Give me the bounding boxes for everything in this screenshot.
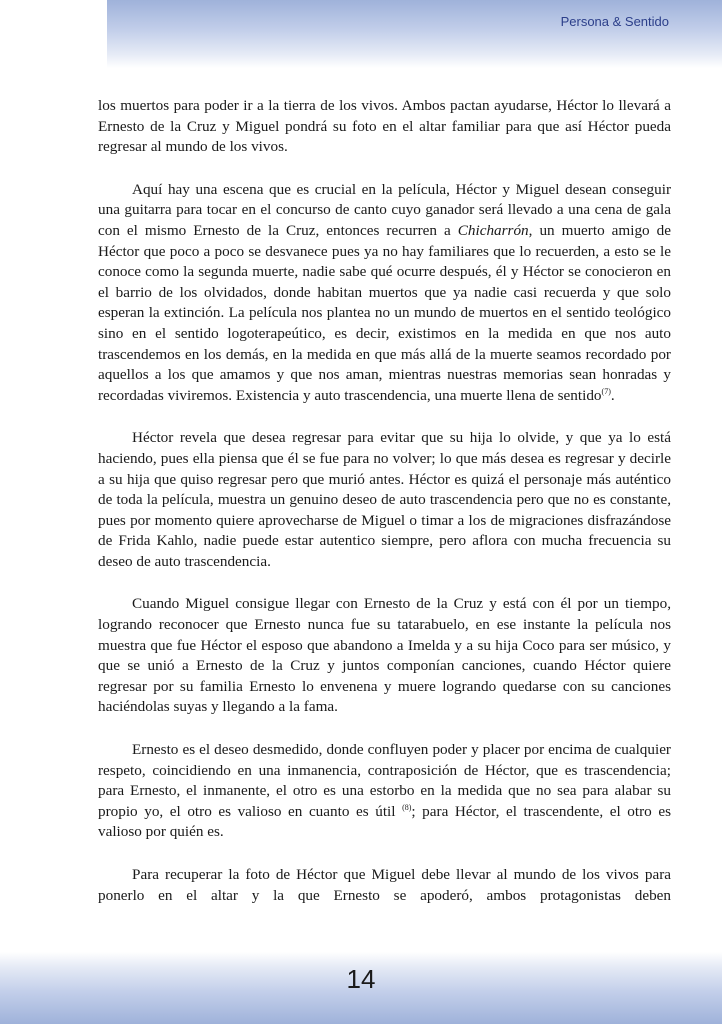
paragraph-2-text-a: Aquí hay una escena que es crucial en la película, Héctor y Miguel desean conseguir una guitarra para tocar en el concurso de canto cuyo ganador será llevado a una cena de gala con el mismo Ernesto de la Cruz, entonces recurren a [98, 180, 671, 239]
paragraph-4: Cuando Miguel consigue llegar con Ernesto de la Cruz y está con él por un tiempo, logrando reconocer que Ernesto nunca fue su tatarabuelo, en ese instante la película nos muestra que fue Héctor el esposo que abandono a Imelda y a su hija Coco para ser músico, y que se unió a Ernesto de la Cruz y juntos componían canciones, cuando Héctor quiere regresar por su familia Ernesto lo envenena y muere logrando quedarse con su canciones haciéndolas suyas y llegando a la fama. [98, 595, 671, 716]
paragraph-5-text-a: Ernesto es el deseo desmedido, donde confluyen poder y placer por encima de cualquier respeto, coincidiendo en una inmanencia, contraposición de Héctor, que es trascendencia; para Ernesto, el inmanente, el otro es una estorbo en la medida que no sea para alabar su propio yo, el otro es valioso en cuanto es útil [98, 741, 671, 820]
paragraph-5 [98, 740, 671, 843]
paragraph-1: los muertos para poder ir a la tierra de los vivos. Ambos pactan ayudarse, Héctor lo llevará a Ernesto de la Cruz y Miguel pondrá su foto en el altar familiar para que así Héctor pueda regresar al mundo de los vivos. [98, 97, 671, 156]
paragraph-2-end: . [610, 386, 615, 404]
footnote-ref-8: (8) [402, 802, 412, 812]
footnote-ref-7: (7) [601, 386, 611, 396]
paragraph-3: Héctor revela que desea regresar para evitar que su hija lo olvide, y que ya lo está haciendo, pues ella piensa que él se fue para no volver; lo que más desea es regresar y decirle a su hija que quiso regresar pero que murió antes. Héctor es quizá el personaje más auténtico de toda la película, muestra un genuino deseo de auto trascendencia pero que no es constante, pues por momento quiere aprovecharse de Miguel o timar a los de migraciones disfrazándose de Frida Kahlo, nadie puede estar autentico siempre, pero aflora con mucha frecuencia su deseo de auto trascendencia. [98, 429, 671, 570]
paragraph-2-italic: Chicharrón [457, 221, 529, 239]
paragraph-2-text-b: , un muerto amigo de Héctor que poco a poco se desvanece pues ya no hay familiares que lo recuerden, a esto se le conoce como la segunda muerte, nadie sabe qué ocurre después, él y Héctor se conocieron en el barrio de los olvidados, donde habitan muertos que ya nadie casi recuerda y que solo esperan la extinción. La película nos plantea no un mundo de muertos en el sentido teológico sino en el sentido logoterapeútico, es decir, existimos en la medida en que nos auto trascendemos en los demás, en la medida en que más allá de la muerte seamos recordado por aquellos a los que amamos y que nos aman, mientras nuestras memorias sean honradas y recordadas viviremos. Existencia y auto trascendencia, una muerte llena de sentido [98, 221, 671, 404]
paragraph-5-text-b: ; para Héctor, el trascendente, el otro es valioso por quién es. [98, 802, 672, 841]
body-text [98, 96, 671, 906]
page-number: 14 [346, 964, 376, 994]
paragraph-2 [98, 180, 671, 407]
paragraph-6: Para recuperar la foto de Héctor que Miguel debe llevar al mundo de los vivos para ponerlo en el altar y la que Ernesto se apoderó, ambos protagonistas deben [98, 866, 671, 904]
running-header-title: Persona & Sentido [560, 14, 669, 29]
header-band [107, 0, 722, 68]
